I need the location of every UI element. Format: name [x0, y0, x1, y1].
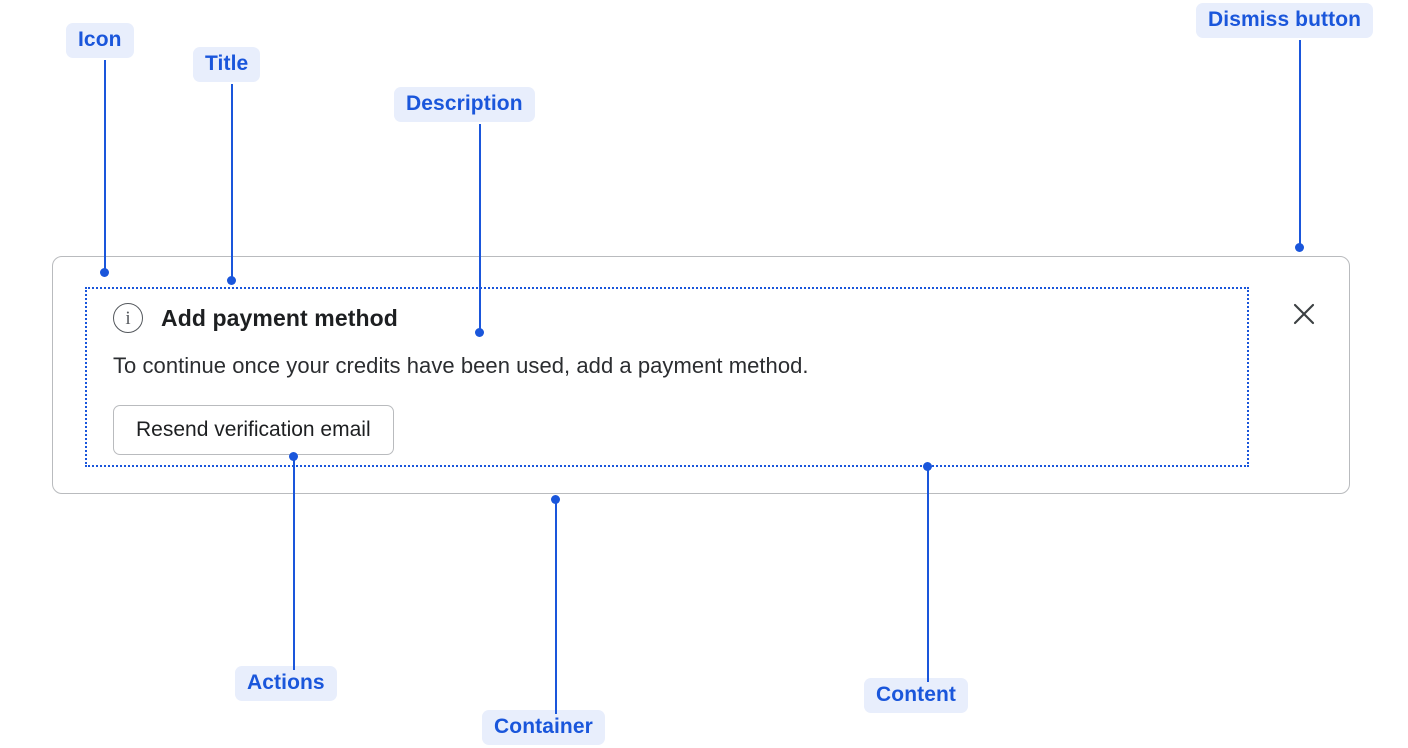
alert-header — [113, 303, 1247, 333]
annotation-dot-description — [475, 328, 484, 337]
annotation-line-dismiss — [1299, 40, 1301, 248]
annotation-label-dismiss: Dismiss button — [1196, 3, 1373, 38]
close-icon — [1291, 301, 1317, 327]
annotation-line-actions — [293, 460, 295, 670]
resend-verification-email-button[interactable]: Resend verification email — [113, 405, 394, 455]
annotation-dot-content — [923, 462, 932, 471]
alert-actions — [113, 405, 1247, 455]
annotation-dot-dismiss — [1295, 243, 1304, 252]
alert-container — [52, 256, 1350, 494]
annotation-line-icon — [104, 60, 106, 272]
info-icon-glyph: i — [125, 307, 131, 329]
alert-content — [85, 287, 1249, 467]
annotation-label-description: Description — [394, 87, 535, 122]
annotation-dot-icon — [100, 268, 109, 277]
annotation-label-title: Title — [193, 47, 260, 82]
dismiss-button[interactable] — [1287, 297, 1321, 331]
annotation-line-container — [555, 502, 557, 714]
annotation-label-container: Container — [482, 710, 605, 745]
annotation-dot-title — [227, 276, 236, 285]
annotation-line-description — [479, 124, 481, 332]
annotation-line-content — [927, 470, 929, 682]
alert-title: Add payment method — [161, 304, 398, 331]
annotation-dot-container — [551, 495, 560, 504]
annotation-dot-actions — [289, 452, 298, 461]
alert-description: To continue once your credits have been used, add a payment method. — [113, 353, 809, 378]
annotation-line-title — [231, 84, 233, 280]
annotation-label-actions: Actions — [235, 666, 337, 701]
annotation-label-icon: Icon — [66, 23, 134, 58]
info-icon — [113, 303, 143, 333]
annotation-label-content: Content — [864, 678, 968, 713]
